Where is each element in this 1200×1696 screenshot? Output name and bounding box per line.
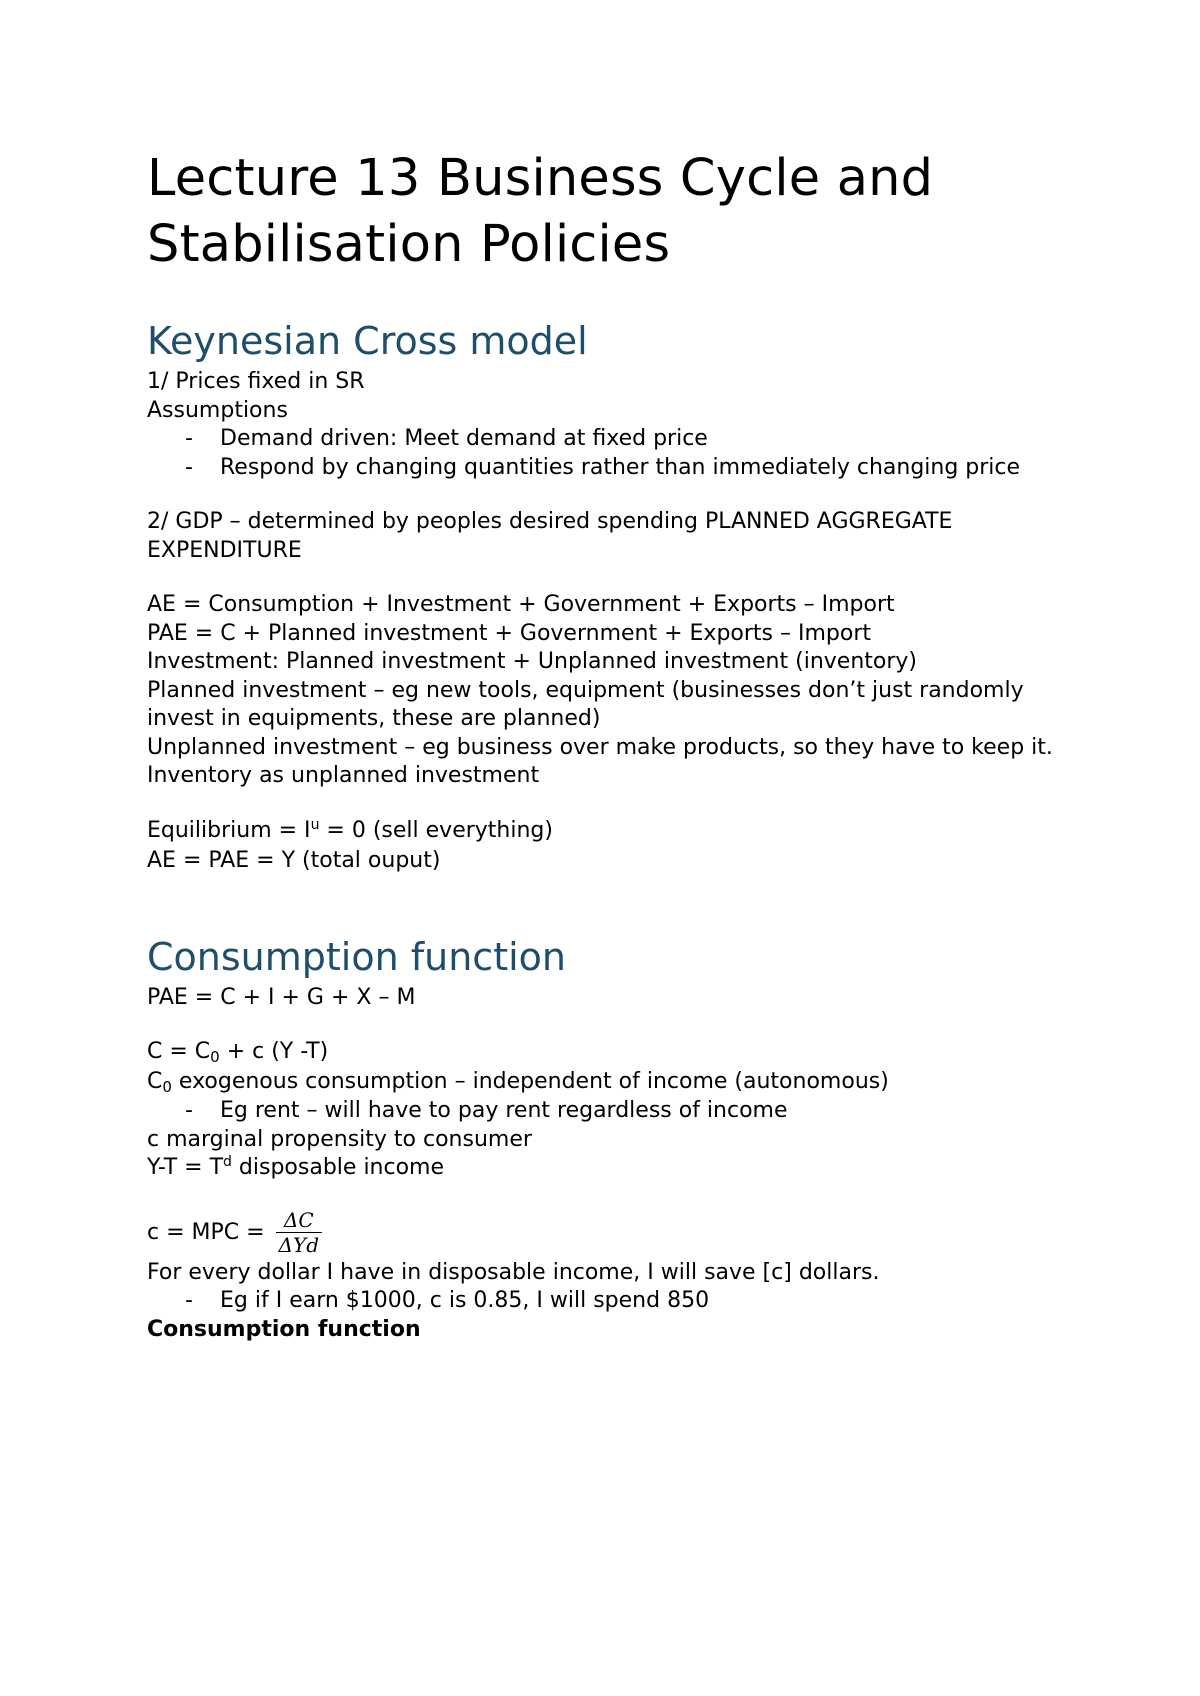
dash-bullet-icon: -	[185, 1098, 193, 1123]
document-title: Lecture 13 Business Cycle and Stabilisation Policies	[147, 149, 934, 274]
dollar-line: For every dollar I have in disposable income, I will save [c] dollars.	[147, 1259, 880, 1285]
dash-bullet-icon: -	[185, 426, 193, 451]
consumption-function-label: Consumption function	[147, 1316, 421, 1342]
dash-bullet-icon: -	[185, 454, 193, 480]
bullet-text: Eg if I earn $1000, c is 0.85, I will spend 850	[220, 1288, 710, 1313]
unplanned-investment-line: Unplanned investment – eg business over make products, so they have to keep it. Inventory as unplanned investment	[147, 734, 1053, 788]
pae-line: PAE = C + Planned investment + Government + Exports – Import	[147, 620, 872, 646]
mpc-formula-line: c = MPC = $\frac{\Delta C}{\text{ΔYd}}$	[147, 1207, 1077, 1259]
equilibrium-line: Equilibrium = $I^u = 0$ (sell everything)	[147, 816, 553, 843]
list-item	[147, 1097, 1077, 1126]
investment-line: Investment: Planned investment + Unplanned investment (inventory)	[147, 649, 917, 674]
heading-consumption-function: Consumption function	[147, 934, 566, 979]
c-equation-line: C = C0 + c (Y -T)	[147, 1039, 329, 1066]
ae-pae-line: AE = PAE = Y (total ouput)	[147, 848, 441, 873]
dash-bullet-icon: -	[185, 1288, 193, 1313]
list-item	[147, 425, 1077, 454]
disposable-income-line: $Y-T = T^d$ disposable income	[147, 1154, 445, 1180]
document-page	[147, 146, 1077, 1344]
heading-keynesian-cross: Keynesian Cross model	[147, 319, 588, 363]
bullet-text: Eg rent – will have to pay rent regardless of income	[220, 1098, 788, 1123]
prices-fixed-line: 1/ Prices fixed in SR	[147, 369, 365, 394]
list-item	[147, 454, 1077, 483]
list-item	[147, 1287, 1077, 1316]
planned-investment-line: Planned investment – eg new tools, equipment (businesses don’t just randomly invest in equipments, these are planned)	[147, 677, 1024, 731]
bullet-text: Respond by changing quantities rather than immediately changing price	[220, 454, 1021, 480]
mpc-fraction: $\frac{\Delta C}{\text{ΔYd}}$	[276, 1208, 322, 1257]
c0-line: C0 exogenous consumption – independent of income (autonomous)	[147, 1068, 889, 1096]
pae-sum-line: PAE = C + I + G + X – M	[147, 984, 416, 1010]
ae-line: AE = Consumption + Investment + Government + Exports – Import	[147, 592, 895, 617]
assumptions-label: Assumptions	[147, 397, 288, 423]
gdp-line: 2/ GDP – determined by peoples desired spending PLANNED AGGREGATE EXPENDITURE	[147, 509, 953, 563]
bullet-text: Demand driven: Meet demand at fixed price	[220, 426, 708, 451]
mpc-definition-line: c marginal propensity to consumer	[147, 1126, 532, 1152]
